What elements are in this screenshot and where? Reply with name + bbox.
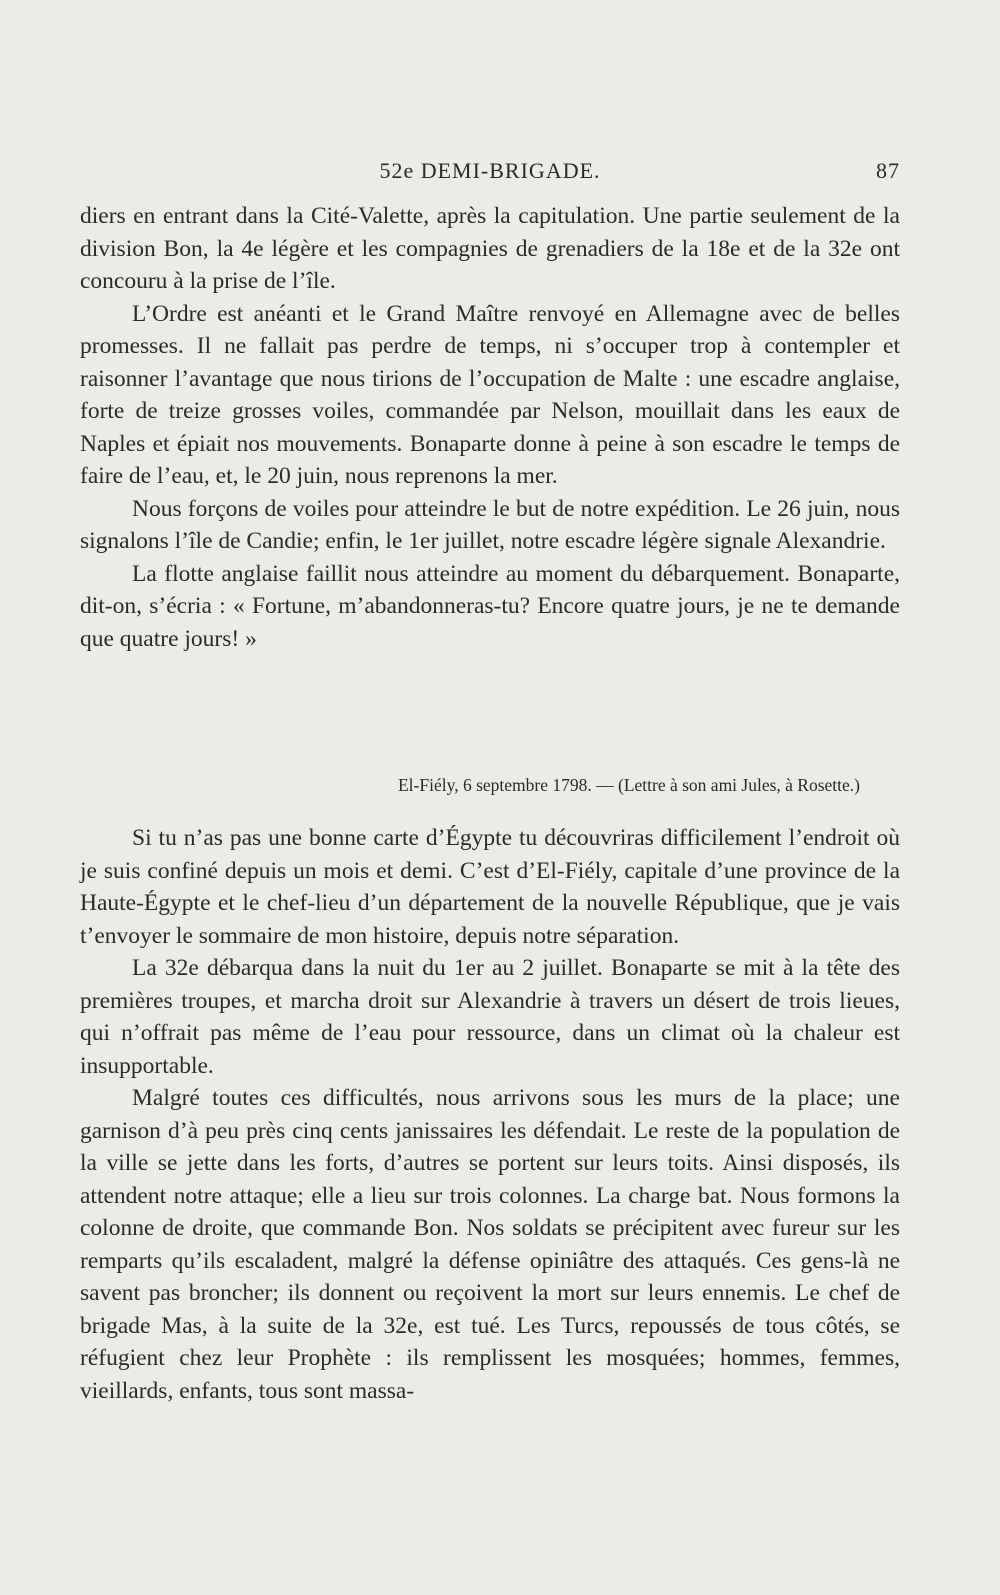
paragraph: L’Ordre est anéanti et le Grand Maître renvoyé en Allemagne avec de belles promesses. Il ne fallait pas perdre de temps, ni s’occuper trop à contempler et raisonner l’avantage que nous tirions de l’occupation de Malte : une escadre anglaise, forte de treize grosses voiles, commandée par Nelson, mouillait dans les eaux de Naples et épiait nos mouvements. Bonaparte donne à peine à son escadre le temps de faire de l’eau, et, le 20 juin, nous reprenons la mer. (80, 300, 900, 489)
text-section-1 (80, 200, 900, 655)
paragraph: diers en entrant dans la Cité-Valette, après la capitulation. Une partie seulement de la division Bon, la 4e légère et les compagnies de grenadiers de la 18e et de la 32e ont concouru à la prise de l’île. (80, 203, 900, 294)
paragraph: Malgré toutes ces difficultés, nous arrivons sous les murs de la place; une garnison d’à peu près cinq cents janissaires les défendait. Le reste de la population de la ville se jette dans les forts, d’autres se portent sur leurs toits. Ainsi disposés, ils attendent notre attaque; elle a lieu sur trois colonnes. La charge bat. Nous formons la colonne de droite, que commande Bon. Nos soldats se précipitent avec fureur sur les remparts qu’ils escaladent, malgré la défense opiniâtre des attaqués. Ces gens-là ne savent pas broncher; ils donnent ou reçoivent la mort sur leurs ennemis. Le chef de brigade Mas, à la suite de la 32e, est tué. Les Turcs, repoussés de tous côtés, se réfugient chez leur Prophète : ils remplissent les mosquées; hommes, femmes, vieillards, enfants, tous sont massa- (80, 1085, 900, 1404)
paragraph: Si tu n’as pas une bonne carte d’Égypte tu découvriras difficilement l’endroit où je suis confiné depuis un mois et demi. C’est d’El-Fiély, capitale d’une province de la Haute-Égypte et le chef-lieu d’un département de la nouvelle République, que je vais t’envoyer le sommaire de mon histoire, depuis notre séparation. (80, 825, 900, 949)
page-header (80, 158, 900, 188)
page-number: 87 (876, 158, 900, 183)
running-title: 52e DEMI-BRIGADE. (379, 158, 601, 183)
paragraph: La 32e débarqua dans la nuit du 1er au 2 juillet. Bonaparte se mit à la tête des premières troupes, et marcha droit sur Alexandrie à travers un désert de trois lieues, qui n’offrait pas même de l’eau pour ressource, dans un climat où la chaleur est insupportable. (80, 955, 900, 1079)
text-section-2 (80, 822, 900, 1407)
letter-dateline: El-Fiély, 6 septembre 1798. — (Lettre à son ami Jules, à Rosette.) (397, 775, 860, 795)
paragraph: La flotte anglaise faillit nous atteindre au moment du débarquement. Bonaparte, dit-on, s’écria : « Fortune, m’abandonneras-tu? Encore quatre jours, je ne te demande que quatre jours! » (80, 560, 900, 652)
paragraph: Nous forçons de voiles pour atteindre le but de notre expédition. Le 26 juin, nous signalons l’île de Candie; enfin, le 1er juillet, notre escadre légère signale Alexandrie. (80, 495, 900, 554)
